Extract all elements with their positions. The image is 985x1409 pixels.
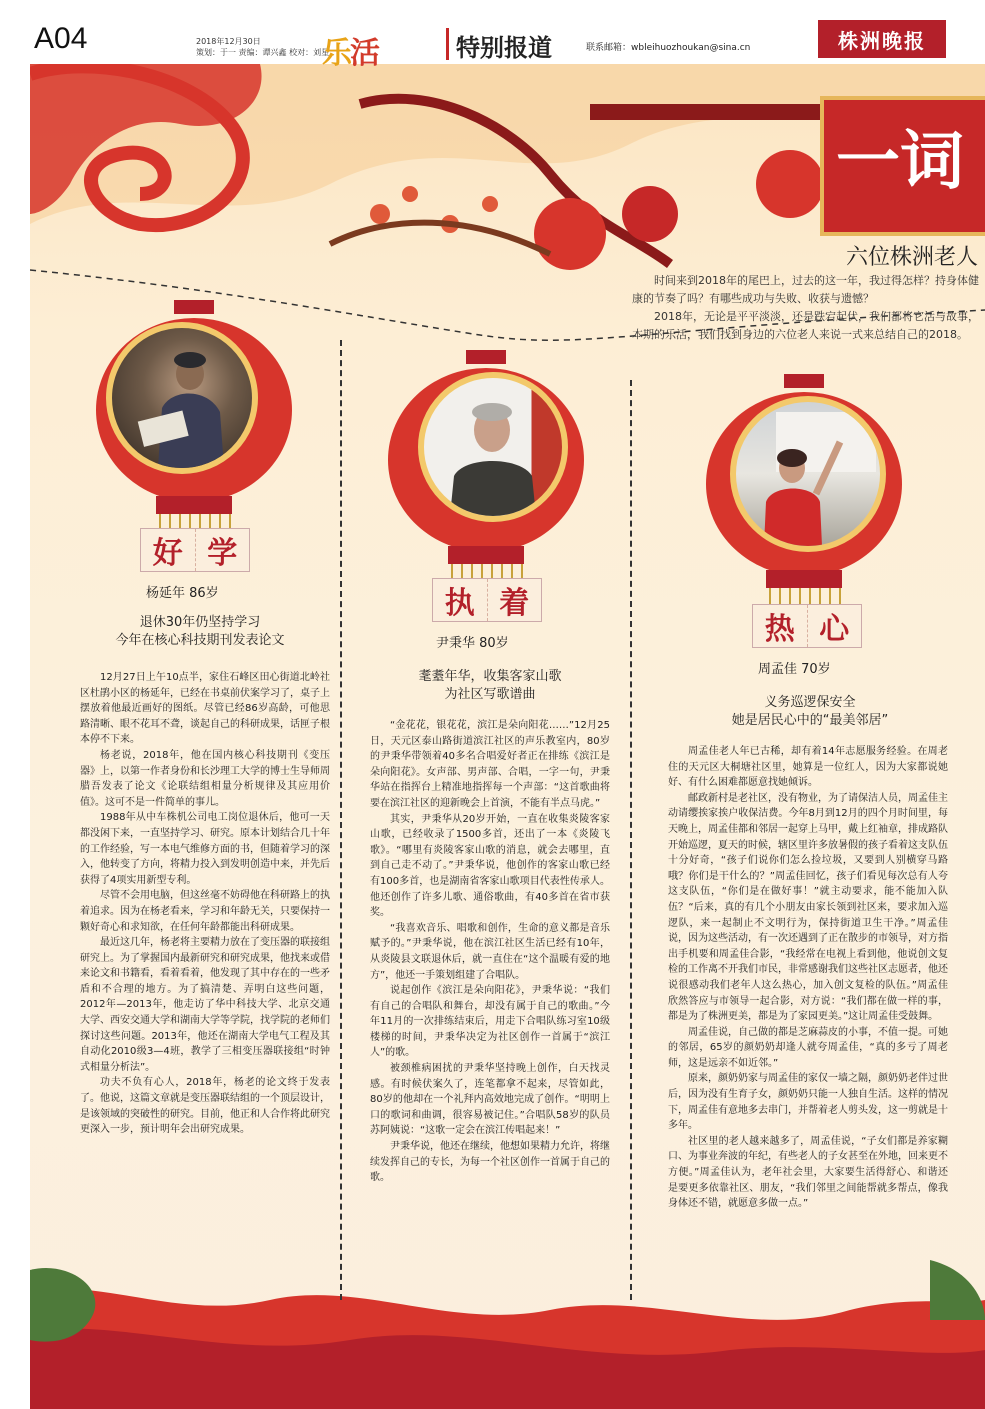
keyword-char: 执 bbox=[433, 579, 488, 621]
portrait-photo bbox=[106, 322, 258, 474]
body-paragraph: 周孟佳说，自己做的都是芝麻蒜皮的小事，不值一提。可她的邻居，65岁的颜奶奶却逢人就夸周孟佳，“真的多亏了周老师，这是远亲不如近邻。” bbox=[668, 1026, 948, 1069]
portrait-figure-icon bbox=[736, 402, 880, 546]
editor-credits: 策划：于一 责编：谭兴鑫 校对：刘星 bbox=[196, 48, 330, 57]
body-paragraph: “金花花，银花花，滨江是朵向阳花……”12月25日，天元区泰山路街道滨江社区的声乐教室内，80岁的尹秉华带领着40多名合唱爱好者正在排练《滨江是朵向阳花》。女声部、男声部、合唱，一字一句，尹秉华站在指挥台上精准地指挥每一个声部：“这首歌曲将要在滨江社区的迎新晚会上首演，不能有半点马虎。” bbox=[370, 720, 610, 809]
feature-title: 一词 bbox=[836, 124, 964, 199]
body-paragraph: 周孟佳老人年已古稀，却有着14年志愿服务经验。在周老住的天元区大桐塘社区里，她算是一位红人，因为大家都说她好、有什么困难都愿意找她倾诉。 bbox=[668, 746, 948, 789]
body-paragraph: 其实，尹秉华从20岁开始，一直在收集炎陵客家山歌，已经收录了1500多首，还出了一本《炎陵飞歌》。“哪里有炎陵客家山歌的消息，就会去哪里，直到自己走不动了。”尹秉华说，他创作的客家山歌已经有100多首，也是湖南省客家山歌项目代表性传承人。他还创作了许多儿歌、通俗歌曲，有40多首在省市获奖。 bbox=[370, 813, 610, 919]
portrait-photo bbox=[730, 396, 886, 552]
column-divider bbox=[630, 380, 632, 1300]
section-logo bbox=[322, 28, 378, 72]
headline-line: 她是居民心中的“最美邻居” bbox=[731, 713, 889, 728]
headline-line: 今年在核心科技期刊发表论文 bbox=[115, 633, 285, 648]
person-name-age: 杨延年 86岁 bbox=[146, 586, 219, 601]
keyword-char: 心 bbox=[819, 612, 850, 647]
story-headline bbox=[360, 668, 620, 704]
story-body bbox=[668, 744, 948, 1212]
intro-paragraph: 2018年，无论是平平淡淡，还是跌宕起伏，我们都将它活与故事，本期的乐活，我们找到身边的六位老人来说一式来总结自己的2018。 bbox=[632, 310, 979, 341]
body-paragraph: 最近这几年，杨老将主要精力放在了变压器的联接组研究上。为了掌握国内最新研究和研究成果，他找来或借来论文和书籍看，看着看着，他发现了其中存在的一些矛盾和不合理的地方。为了搞清楚、弄明白这些问题，2012年—2013年，他走访了华中科技大学、北京交通大学、西安交通大学和湖南大学等学院，找学院的老师们探讨这些问题。2013年，他还在湖南大学电气工程及其自动化2010级3—4班，教学了三相变压器联接组“时钟式相量分析法”。 bbox=[80, 937, 330, 1073]
header-divider bbox=[446, 28, 449, 60]
keyword-char: 好 bbox=[141, 529, 196, 571]
body-paragraph: 杨老说，2018年，他在国内核心科技期刊《变压器》上，以第一作者身份和长沙理工大学的博士生导师周腊吾发表了论文《论联结组相量分析规律及其应用价值》。这可不是一件简单的事儿。 bbox=[80, 749, 330, 808]
bottom-cloud-decoration bbox=[30, 1260, 985, 1409]
body-paragraph: 说起创作《滨江是朵向阳花》，尹秉华说：“我们有自己的合唱队和舞台，却没有属于自己的歌曲。”今年11月的一次排练结束后，用走下合唱队练习室10级楼梯的时间，尹秉华决定为社区创作一首属于“滨江人”的歌。 bbox=[370, 985, 610, 1059]
keyword-tag bbox=[140, 528, 250, 572]
feature-subtitle: 六位株洲老人 bbox=[846, 245, 979, 270]
body-paragraph: 功夫不负有心人，2018年，杨老的论文终于发表了。他说，这篇文章就是变压器联结组的一个顶层设计，是该领域的突破性的研究。目前，他正和人合作将此研究更深入一步，预计明年会出研究成果。 bbox=[80, 1077, 330, 1136]
story-headline bbox=[70, 614, 330, 650]
keyword-char: 学 bbox=[207, 536, 238, 571]
newspaper-masthead: 株洲晚报 bbox=[818, 20, 946, 58]
headline-line: 义务巡逻保安全 bbox=[764, 695, 856, 710]
keyword-char: 着 bbox=[499, 586, 530, 621]
contact-email: 联系邮箱：wbleihuozhoukan@sina.cn bbox=[586, 43, 751, 53]
body-paragraph: 社区里的老人越来越多了，周孟佳说，“子女们都是养家糊口、为事业奔波的年纪，有些老人的子女甚至在外地，回来更不方便。”周孟佳认为，老年社会里，大家要生活得舒心、和谐还是要更多依靠社区、朋友，“我们邻里之间能帮就多帮点，像我身体还不错，就愿意多做一点。” bbox=[668, 1135, 948, 1210]
headline-line: 为社区写歌谱曲 bbox=[444, 687, 536, 702]
page-number: A04 bbox=[34, 22, 88, 55]
keyword-char: 热 bbox=[753, 605, 808, 647]
story-headline bbox=[680, 694, 940, 730]
portrait-figure-icon bbox=[424, 378, 562, 516]
body-paragraph: 1988年从中车株机公司电工岗位退休后，他可一天都没闲下来，一直坚持学习、研究。原本计划结合几十年的工作经验，写一本电气维修方面的书，但随着学习的深入，他转变了方向，将精力投入到发明创造中来，并先后获得了4项实用新型专利。 bbox=[80, 812, 330, 886]
keyword-tag bbox=[432, 578, 542, 622]
section-title: 特别报道 bbox=[456, 34, 552, 62]
headline-line: 耄耋年华，收集客家山歌 bbox=[418, 669, 562, 684]
body-paragraph: “我喜欢音乐、唱歌和创作，生命的意义都是音乐赋予的。”尹秉华说，他在滨江社区生活已经有10年，从炎陵县文联退休后，就一直住在“这个温暖有爱的地方”，他还一手策划组建了合唱队。 bbox=[370, 922, 610, 981]
body-paragraph: 原来，颜奶奶家与周孟佳的家仅一墙之隔，颜奶奶老伴过世后，因为没有生育子女，颜奶奶只能一人独自生活。这样的情况下，周孟佳有意地多去串门，并帮着老人剪头发，这一剪就是十多年。 bbox=[668, 1073, 948, 1132]
logo-char-2: 活 bbox=[350, 36, 378, 71]
story-body bbox=[80, 670, 330, 1138]
body-paragraph: 12月27日上午10点半，家住石峰区田心街道北岭社区杜鹃小区的杨延年，已经在书桌前伏案学习了，桌子上摆放着他最近画好的图纸。尽管已经86岁高龄，可他思路清晰、眼不花耳不聋，谈起自己的科研成果，话匣子根本停不下来。 bbox=[80, 672, 330, 746]
column-divider bbox=[340, 340, 342, 1300]
portrait-photo bbox=[418, 372, 568, 522]
feature-intro bbox=[632, 272, 985, 344]
issue-meta bbox=[196, 36, 329, 58]
body-paragraph: 被颈椎病困扰的尹秉华坚持晚上创作，白天找灵感。有时候伏案久了，连笔都拿不起来，尽管如此，80岁的他却在一个礼拜内高效地完成了创作。“明明上口的歌词和曲调，很容易被记住。”合唱队58岁的队员苏阿姨说：“这歌一定会在滨江传唱起来！” bbox=[370, 1063, 610, 1137]
body-paragraph: 尹秉华说，他还在继续，他想如果精力允许，将继续发挥自己的专长，为每一个社区创作一首属于自己的歌。 bbox=[370, 1141, 610, 1184]
person-name-age: 周孟佳 70岁 bbox=[758, 662, 831, 677]
body-paragraph: 邮政新村是老社区，没有物业，为了请保洁人员，周孟佳主动请缨挨家挨户收保洁费。今年8月到12月的四个月时间里，每天晚上，周孟佳都和邻居一起穿上马甲，戴上红袖章，排成路队开始巡逻，夏天的时候，辖区里许多放暑假的孩子看着这支队伍十分好奇，“孩子们说你们怎么捡垃圾，又要到人别横穿马路哦？你们是干什么的？”周孟佳回忆，孩子们看见每次总有人夸这支队伍，“你们是在做好事！”就主动要求，能不能加入队伍？“后来，真的有几个小朋友由家长领到社区来，要求加入巡逻队，来一起制止不文明行为，保持街道卫生干净。”周孟佳说，因为这些活动，有一次还遇到了正在散步的市领导，对方指出手机要和周孟佳合影，“我经常在电视上看到他，他说创文复检的工作离不开我们市民，非常感谢我们这些社区志愿者，他还说很感动我们老年人这么热心，加入创文复检的队伍。”周孟佳欣然答应与市领导一起合影，对方说：“我们都在做一样的事，都是为了株洲更美，都是为了家园更美。”这让周孟佳受鼓舞。 bbox=[668, 792, 948, 1023]
body-paragraph: 尽管不会用电脑，但这丝毫不妨碍他在科研路上的执着追求。因为在杨老看来，学习和年龄无关，只要保持一颗好奇心和求知欲，在任何年龄都能出科研成果。 bbox=[80, 890, 330, 933]
logo-char-1: 乐 bbox=[322, 36, 350, 71]
headline-line: 退休30年仍坚持学习 bbox=[139, 615, 261, 630]
person-name-age: 尹秉华 80岁 bbox=[436, 636, 509, 651]
portrait-figure-icon bbox=[112, 328, 252, 468]
issue-date: 2018年12月30日 bbox=[196, 37, 261, 46]
story-body bbox=[370, 718, 610, 1186]
keyword-tag bbox=[752, 604, 862, 648]
intro-paragraph: 时间来到2018年的尾巴上，过去的这一年，我过得怎样？持身体健康的节奏了吗？有哪些成功与失败、收获与遗憾？ bbox=[632, 274, 979, 305]
